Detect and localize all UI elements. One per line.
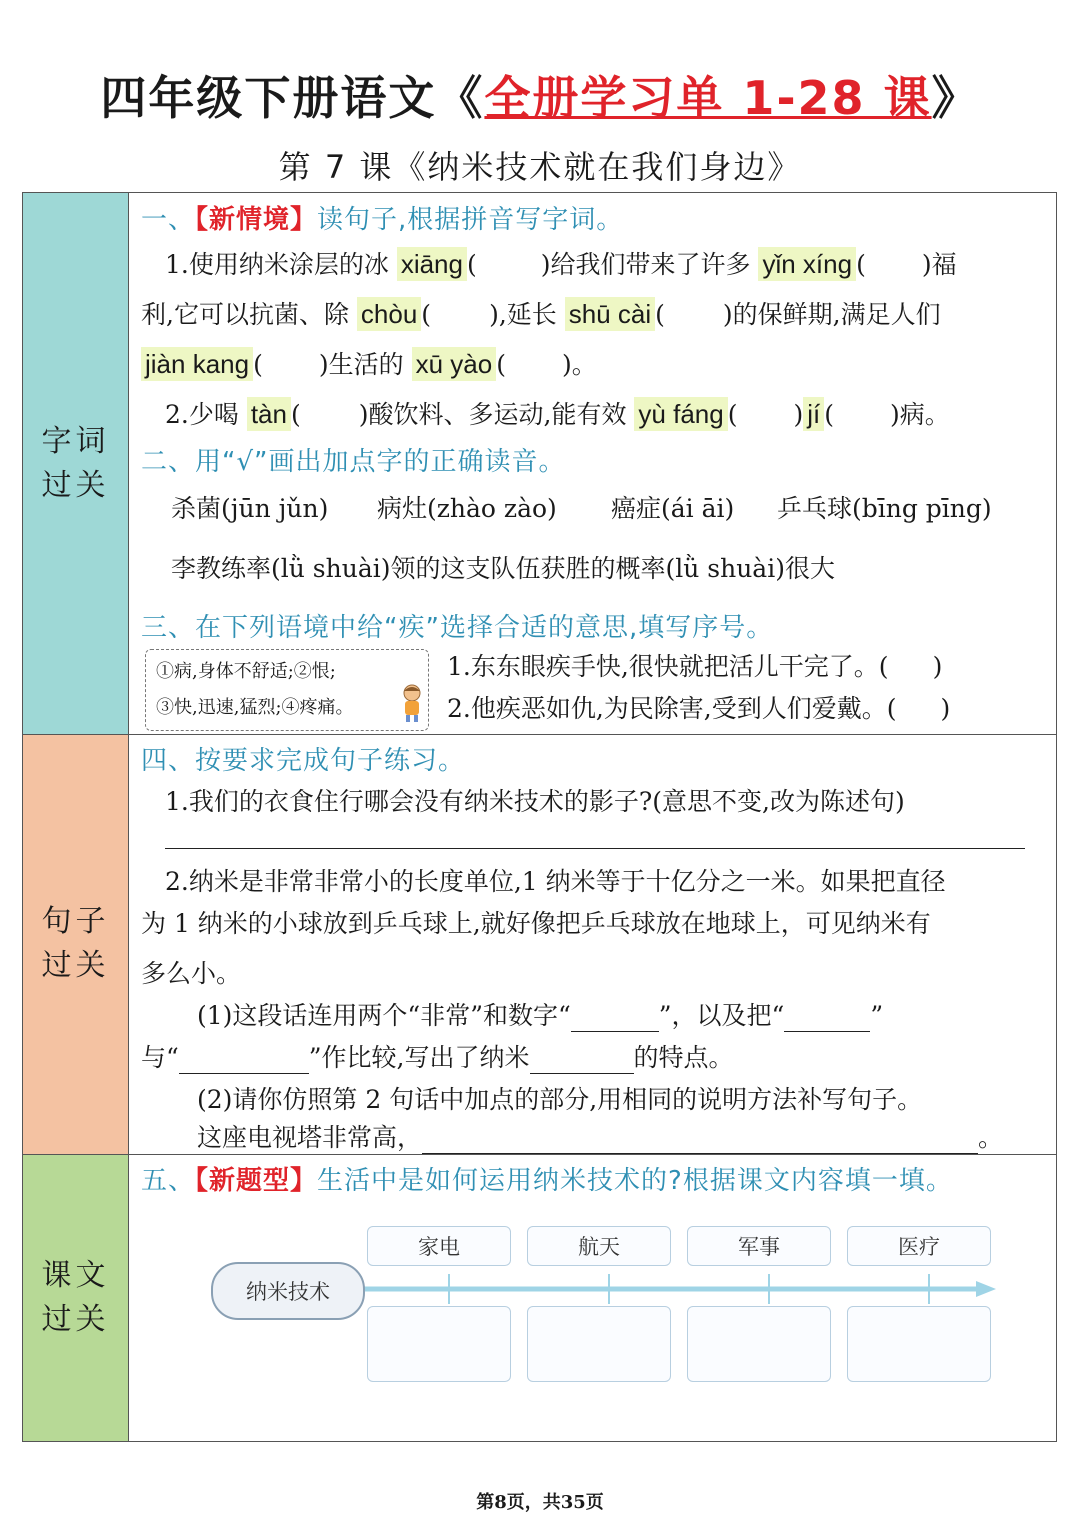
text-section [141,1154,1046,1441]
question-3-sentence-2: 2.他疾恶如仇,为民除害,受到人们爱戴。( ) [447,694,951,723]
question-1-line-3: jiàn kang ( )生活的 xū yào ( )。 [141,345,597,381]
question-1-line-2: 利,它可以抗菌、除 chòu ( ),延长 shū cài ( )的保鲜期,满足人们 [141,299,941,329]
answer-blank[interactable] [784,1007,870,1032]
category-航天: 航天 [527,1226,671,1266]
section-label-sentences: 句子过关 [23,734,129,1154]
answer-line[interactable] [422,1129,978,1154]
section-label-words: 字词过关 [23,193,129,734]
question-4-prompt-1: 1.我们的衣食住行哪会没有纳米技术的影子?(意思不变,改为陈述句) [165,787,905,816]
question-5-heading: 五、【新题型】生活中是如何运用纳米技术的?根据课文内容填一填。 [141,1166,953,1196]
cartoon-child-icon [399,683,425,723]
question-4-subquestion-2-answer: 这座电视塔非常高， 。 [197,1123,1004,1152]
category-医疗: 医疗 [847,1226,991,1266]
meaning-options-box [145,649,429,731]
question-4-paragraph-line: 多么小。 [141,959,242,988]
question-2-sentence[interactable]: 李教练率(lǜ shuài)领的这支队伍获胜的概率(lǜ shuài)很大 [171,554,835,583]
answer-line[interactable] [165,824,1025,849]
question-4-heading: 四、按要求完成句子练习。 [141,746,466,776]
answer-box[interactable] [687,1306,831,1382]
question-2-heading: 二、用“√”画出加点字的正确读音。 [141,447,566,477]
option-line: ③快,迅速,猛烈;④疼痛。 [156,697,354,718]
answer-box[interactable] [527,1306,671,1382]
words-section [141,193,1046,734]
sentences-section [141,734,1046,1154]
question-1-line-4: 2.少喝 tàn ( )酸饮料、多运动,能有效 yù fáng ( ) jí ( )病。 [165,399,950,429]
answer-blank[interactable] [530,1049,634,1074]
diagram-center-node: 纳米技术 [211,1262,365,1320]
question-2-item[interactable]: 杀菌(jūn jǔn) [171,494,329,523]
lesson-title: 第 7 课《纳米技术就在我们身边》 [278,148,802,186]
answer-box[interactable] [847,1306,991,1382]
question-1-line-1: 1.使用纳米涂层的冰 xiāng ( )给我们带来了许多 yǐn xíng ( )福 [165,249,957,279]
question-2-item[interactable]: 乒乓球(bīng pīng) [777,494,992,523]
question-3-heading: 三、在下列语境中给“疾”选择合适的意思,填写序号。 [141,613,774,643]
question-4-paragraph-line: 2.纳米是非常非常小的长度单位,1 纳米等于十亿分之一米。如果把直径 [165,867,946,896]
question-2-item[interactable]: 癌症(ái āi) [611,494,735,523]
question-3-sentence-1: 1.东东眼疾手快,很快就把活儿干完了。( ) [447,652,943,681]
question-4-subquestion-1-cont: 与“ ”作比较,写出了纳米 的特点。 [141,1043,734,1072]
question-4-subquestion-2: (2)请你仿照第 2 句话中加点的部分,用相同的说明方法补写句子。 [197,1085,923,1114]
worksheet-title: 四年级下册语文《全册学习单 1-28 课》 [100,71,980,125]
question-4-paragraph-line: 为 1 纳米的小球放到乒乓球上,就好像把乒乓球放在地球上，可见纳米有 [141,909,931,938]
category-军事: 军事 [687,1226,831,1266]
category-家电: 家电 [367,1226,511,1266]
worksheet-table [22,192,1057,1442]
option-line: ①病,身体不舒适;②恨; [156,661,336,682]
answer-blank[interactable] [179,1049,309,1074]
answer-blank[interactable] [571,1007,659,1032]
question-1-heading: 一、【新情境】读句子,根据拼音写字词。 [141,205,624,235]
answer-box[interactable] [367,1306,511,1382]
page-number: 第8页，共35页 [476,1492,604,1513]
question-4-subquestion-1: (1)这段话连用两个“非常”和数字“ ”，以及把“ ” [197,1001,884,1030]
section-label-text: 课文过关 [23,1154,129,1441]
question-2-item[interactable]: 病灶(zhào zào) [377,494,557,523]
